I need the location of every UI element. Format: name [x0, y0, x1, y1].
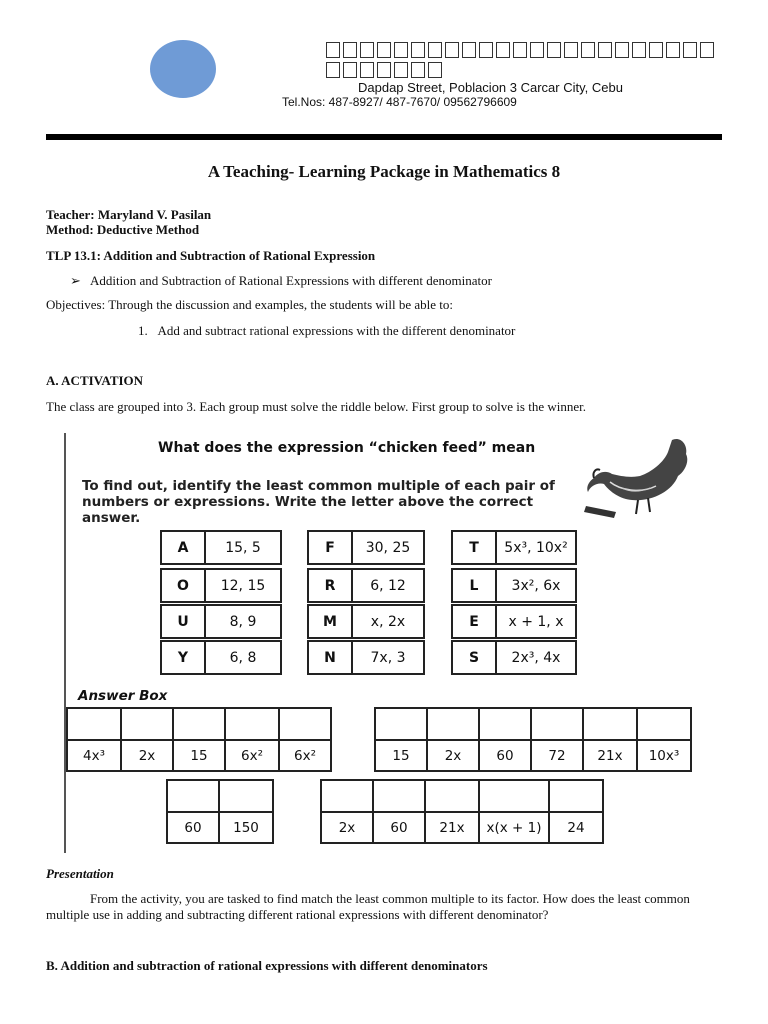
clue-letter: T	[453, 532, 497, 563]
clue-box	[451, 568, 577, 603]
answer-blank[interactable]	[226, 709, 278, 741]
topic-bullet-text: Addition and Subtraction of Rational Expressions with different denominator	[90, 273, 492, 288]
answer-cell[interactable]	[584, 709, 638, 770]
answer-cell[interactable]	[322, 781, 374, 842]
answer-cell[interactable]	[426, 781, 480, 842]
school-name-glyph	[530, 42, 544, 58]
answer-blank[interactable]	[480, 709, 530, 741]
answer-cell[interactable]	[174, 709, 226, 770]
answer-label: 2x	[338, 819, 356, 836]
school-name-glyph	[564, 42, 578, 58]
clue-letter: L	[453, 570, 497, 601]
clue-letter: A	[162, 532, 206, 563]
clue-value: 5x³, 10x²	[504, 539, 568, 556]
answer-group	[166, 779, 274, 844]
topic-bullet	[70, 273, 492, 289]
answer-blank[interactable]	[168, 781, 218, 813]
clue-box	[307, 604, 425, 639]
objective-item: 1. Add and subtract rational expressions with the different denominator	[138, 323, 516, 338]
answer-label: 21x	[439, 819, 465, 836]
answer-cell[interactable]	[480, 709, 532, 770]
answer-cell[interactable]	[638, 709, 692, 770]
clue-box	[451, 604, 577, 639]
clue-box	[160, 604, 282, 639]
header-divider	[46, 134, 722, 140]
school-name-glyph	[411, 62, 425, 78]
clue-letter: U	[162, 606, 206, 637]
school-name-glyph	[377, 62, 391, 78]
answer-cell[interactable]	[168, 781, 220, 842]
school-name	[326, 40, 726, 80]
clue-box	[307, 568, 425, 603]
answer-label: 72	[548, 747, 566, 764]
answer-blank[interactable]	[280, 709, 330, 741]
clue-value: x + 1, x	[508, 613, 564, 630]
answer-label: 60	[390, 819, 408, 836]
answer-blank[interactable]	[68, 709, 120, 741]
objectives-intro: Objectives: Through the discussion and examples, the students will be able to:	[46, 297, 454, 312]
clue-box	[160, 568, 282, 603]
school-name-glyph	[394, 62, 408, 78]
answer-blank[interactable]	[550, 781, 602, 813]
answer-blank[interactable]	[532, 709, 582, 741]
school-telephone: Tel.Nos: 487-8927/ 487-7670/ 09562796609	[282, 95, 517, 109]
presentation-heading: Presentation	[46, 866, 114, 881]
clue-box	[307, 640, 425, 675]
school-name-glyph	[326, 42, 340, 58]
answer-label: 15	[392, 747, 410, 764]
answer-label: 60	[184, 819, 202, 836]
school-name-glyph	[547, 42, 561, 58]
school-name-glyph	[411, 42, 425, 58]
answer-blank[interactable]	[322, 781, 372, 813]
clue-letter: Y	[162, 642, 206, 673]
school-name-glyph	[479, 42, 493, 58]
school-name-glyph	[428, 62, 442, 78]
school-name-glyph	[513, 42, 527, 58]
answer-blank[interactable]	[174, 709, 224, 741]
clue-letter: F	[309, 532, 353, 563]
answer-cell[interactable]	[374, 781, 426, 842]
school-name-glyph	[445, 42, 459, 58]
arrow-bullet-icon: ➢	[70, 273, 81, 288]
section-b-heading: B. Addition and subtraction of rational expressions with different denominators	[46, 958, 488, 973]
clue-box	[160, 640, 282, 675]
clue-box	[451, 530, 577, 565]
clue-box	[160, 530, 282, 565]
clue-letter: O	[162, 570, 206, 601]
answer-label: 6x²	[241, 747, 263, 764]
answer-label: x(x + 1)	[486, 819, 542, 836]
school-name-glyph	[394, 42, 408, 58]
answer-cell[interactable]	[280, 709, 332, 770]
clue-letter: E	[453, 606, 497, 637]
answer-group	[66, 707, 332, 772]
school-name-glyph	[428, 42, 442, 58]
school-logo	[150, 40, 216, 98]
school-name-glyph	[496, 42, 510, 58]
answer-cell[interactable]	[428, 709, 480, 770]
answer-label: 4x³	[83, 747, 105, 764]
school-name-glyph	[649, 42, 663, 58]
presentation-text: From the activity, you are tasked to find match the least common multiple to its factor. How does the least common multiple use in adding and subtracting different rational expressions with different denominator?	[46, 891, 690, 922]
answer-blank[interactable]	[638, 709, 690, 741]
activation-heading: A. ACTIVATION	[46, 373, 144, 388]
answer-label: 24	[567, 819, 585, 836]
school-name-glyph	[666, 42, 680, 58]
worksheet-instructions: To find out, identify the least common multiple of each pair of numbers or expressions. Write the letter above the correct answer.	[82, 478, 555, 526]
school-name-glyph	[683, 42, 697, 58]
answer-blank[interactable]	[480, 781, 548, 813]
school-name-glyph	[377, 42, 391, 58]
clue-value: 3x², 6x	[511, 577, 561, 594]
answer-label: 2x	[444, 747, 462, 764]
answer-label: 15	[190, 747, 208, 764]
clue-value: 15, 5	[225, 539, 261, 556]
answer-label: 21x	[597, 747, 623, 764]
answer-cell[interactable]	[532, 709, 584, 770]
clue-value: 8, 9	[229, 613, 257, 630]
school-name-glyph	[360, 62, 374, 78]
answer-label: 2x	[138, 747, 156, 764]
answer-cell[interactable]	[550, 781, 604, 842]
clue-letter: R	[309, 570, 353, 601]
school-name-glyph	[343, 42, 357, 58]
answer-box-label: Answer Box	[78, 688, 168, 704]
answer-label: 150	[233, 819, 259, 836]
clue-box	[307, 530, 425, 565]
answer-blank[interactable]	[376, 709, 426, 741]
answer-group	[320, 779, 604, 844]
clue-letter: M	[309, 606, 353, 637]
school-name-glyph	[632, 42, 646, 58]
activation-text: The class are grouped into 3. Each group must solve the riddle below. First group to solve is the winner.	[46, 399, 586, 414]
answer-blank[interactable]	[374, 781, 424, 813]
clue-value: 7x, 3	[370, 649, 406, 666]
clue-box	[451, 640, 577, 675]
clue-value: 6, 8	[229, 649, 257, 666]
tlp-heading: TLP 13.1: Addition and Subtraction of Rational Expression	[46, 248, 376, 263]
answer-blank[interactable]	[122, 709, 172, 741]
clue-value: 6, 12	[370, 577, 406, 594]
clue-value: 2x³, 4x	[511, 649, 561, 666]
school-name-glyph	[615, 42, 629, 58]
hen-icon	[580, 432, 692, 524]
document-title: A Teaching- Learning Package in Mathematics 8	[207, 162, 561, 181]
answer-cell[interactable]	[122, 709, 174, 770]
clue-value: x, 2x	[370, 613, 406, 630]
clue-letter: S	[453, 642, 497, 673]
school-name-glyph	[581, 42, 595, 58]
school-name-glyph	[326, 62, 340, 78]
answer-blank[interactable]	[584, 709, 636, 741]
school-name-glyph	[700, 42, 714, 58]
clue-value: 30, 25	[365, 539, 411, 556]
clue-value: 12, 15	[220, 577, 266, 594]
objective-item-text: Add and subtract rational expressions with the different denominator	[157, 323, 516, 338]
answer-label: 10x³	[648, 747, 680, 764]
answer-label: 60	[496, 747, 514, 764]
answer-cell[interactable]	[226, 709, 280, 770]
teacher-line: Teacher: Maryland V. Pasilan	[46, 207, 212, 222]
answer-cell[interactable]	[480, 781, 550, 842]
school-name-glyph	[598, 42, 612, 58]
answer-cell[interactable]	[376, 709, 428, 770]
answer-blank[interactable]	[428, 709, 478, 741]
answer-blank[interactable]	[426, 781, 478, 813]
answer-cell[interactable]	[68, 709, 122, 770]
school-name-glyph	[360, 42, 374, 58]
clue-letter: N	[309, 642, 353, 673]
method-line: Method: Deductive Method	[46, 222, 200, 237]
school-address: Dapdap Street, Poblacion 3 Carcar City, Cebu	[358, 80, 623, 95]
school-name-glyph	[462, 42, 476, 58]
school-name-glyph	[343, 62, 357, 78]
answer-label: 6x²	[294, 747, 316, 764]
answer-blank[interactable]	[220, 781, 272, 813]
worksheet-title: What does the expression “chicken feed” mean	[158, 440, 536, 456]
answer-group	[374, 707, 692, 772]
answer-cell[interactable]	[220, 781, 274, 842]
